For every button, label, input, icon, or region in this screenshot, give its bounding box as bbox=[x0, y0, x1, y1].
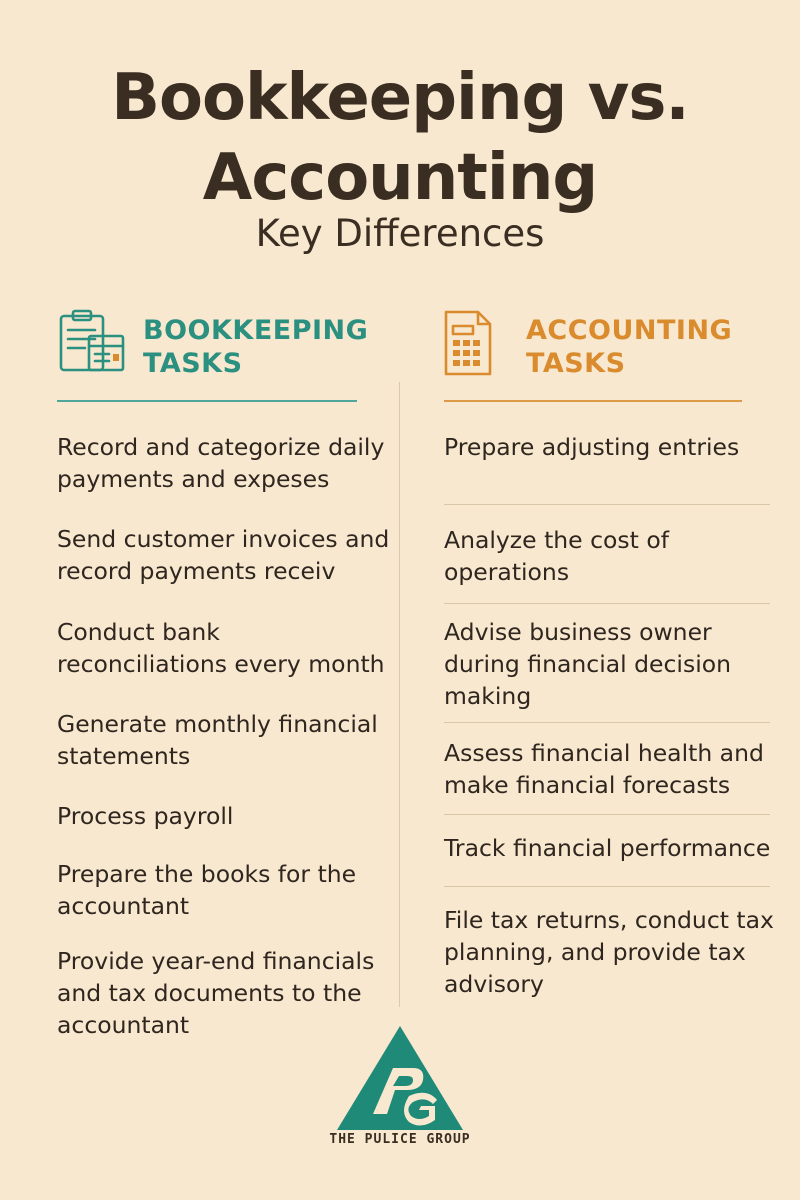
accounting-heading-line-2: TASKS bbox=[526, 348, 626, 379]
bookkeeping-item: Generate monthly financial statements bbox=[57, 710, 378, 770]
bookkeeping-heading-line-2: TASKS bbox=[143, 348, 243, 379]
accounting-item: Prepare adjusting entries bbox=[444, 433, 740, 461]
bookkeeping-heading bbox=[57, 308, 368, 380]
accounting-heading bbox=[440, 308, 732, 380]
page-title bbox=[0, 58, 800, 218]
accounting-item: Track financial performance bbox=[444, 834, 771, 862]
bookkeeping-item: Provide year-end financials and tax documents to the accountant bbox=[57, 947, 375, 1039]
bookkeeping-item: Process payroll bbox=[57, 802, 234, 830]
accounting-item-separator bbox=[444, 814, 770, 815]
accounting-item: Assess financial health and make financial forecasts bbox=[444, 739, 764, 799]
accounting-heading-line-1: ACCOUNTING bbox=[526, 315, 733, 346]
calculator-document-icon bbox=[440, 308, 510, 378]
accounting-item: File tax returns, conduct tax planning, and provide tax advisory bbox=[444, 906, 774, 998]
clipboard-ledger-icon bbox=[57, 308, 127, 378]
accounting-heading-text bbox=[526, 314, 732, 380]
bookkeeping-item: Send customer invoices and record payments receiv bbox=[57, 525, 390, 585]
accounting-heading-rule bbox=[444, 400, 742, 402]
accounting-item-separator bbox=[444, 603, 770, 604]
column-divider bbox=[399, 382, 400, 1007]
title-line-2: Accounting bbox=[202, 141, 598, 215]
bookkeeping-item: Conduct bank reconciliations every month bbox=[57, 618, 385, 678]
accounting-item: Analyze the cost of operations bbox=[444, 526, 669, 586]
title-line-1: Bookkeeping vs. bbox=[111, 61, 689, 135]
accounting-item-separator bbox=[444, 722, 770, 723]
accounting-item: Advise business owner during financial decision making bbox=[444, 618, 731, 710]
accounting-item-separator bbox=[444, 504, 770, 505]
bookkeeping-heading-line-1: BOOKKEEPING bbox=[143, 315, 369, 346]
company-name: THE PULICE GROUP bbox=[329, 1132, 471, 1147]
accounting-item-separator bbox=[444, 886, 770, 887]
page-subtitle: Key Differences bbox=[255, 212, 545, 255]
bookkeeping-heading-text bbox=[143, 314, 368, 380]
pulice-group-logo-icon bbox=[333, 1024, 467, 1132]
bookkeeping-heading-rule bbox=[57, 400, 357, 402]
bookkeeping-item: Prepare the books for the accountant bbox=[57, 860, 357, 920]
bookkeeping-item: Record and categorize daily payments and expeses bbox=[57, 433, 385, 493]
